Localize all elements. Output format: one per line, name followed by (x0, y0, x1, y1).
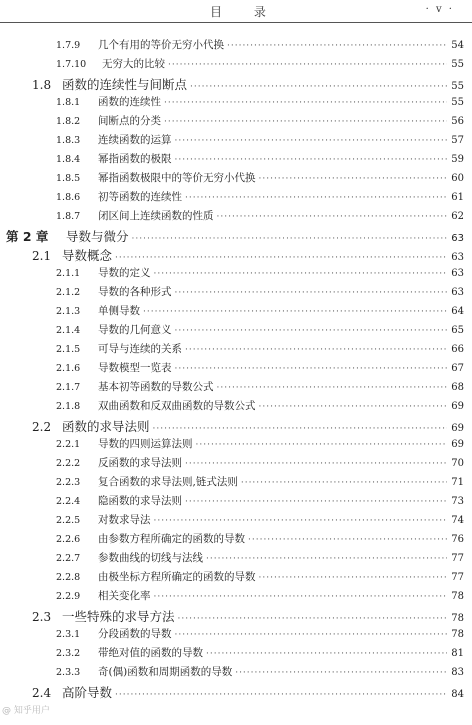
entry-title: 由参数方程所确定的函数的导数 (98, 533, 245, 545)
entry-number: 1.7.10 (56, 59, 87, 70)
entry-page-number: 55 (451, 97, 464, 108)
dot-leader (175, 288, 448, 298)
entry-number: 1.8.7 (56, 211, 81, 222)
toc-subsection-entry[interactable] (0, 588, 472, 603)
entry-title: 带绝对值的函数的导数 (98, 647, 203, 659)
entry-page-number: 61 (451, 192, 464, 203)
dot-leader (206, 554, 447, 564)
entry-title: 函数的连续性与间断点 (62, 77, 188, 92)
toc-subsection-entry[interactable] (0, 569, 472, 584)
toc-section-entry[interactable] (0, 683, 472, 701)
dot-leader (154, 516, 448, 526)
dot-leader (115, 253, 447, 263)
entry-number: 2.3.1 (56, 629, 81, 640)
dot-leader (168, 60, 447, 70)
toc-section-entry[interactable] (0, 417, 472, 435)
page-folio: · v · (425, 4, 454, 15)
entry-number: 2.2.2 (56, 458, 81, 469)
dot-leader (164, 98, 447, 108)
toc-chapter-entry[interactable] (0, 227, 472, 245)
entry-title: 奇(偶)函数和周期函数的导数 (98, 666, 233, 678)
dot-leader (206, 649, 447, 659)
dot-leader (217, 383, 448, 393)
entry-number: 2.2.4 (56, 496, 81, 507)
entry-page-number: 63 (451, 287, 464, 298)
entry-title: 参数曲线的切线与法线 (98, 552, 203, 564)
toc-subsection-entry[interactable] (0, 265, 472, 280)
toc-subsection-entry[interactable] (0, 512, 472, 527)
entry-page-number: 63 (451, 233, 464, 244)
entry-number: 2.2 (32, 420, 52, 434)
entry-number: 1.8.1 (56, 97, 81, 108)
entry-page-number: 55 (451, 59, 464, 70)
entry-page-number: 65 (451, 325, 464, 336)
dot-leader (175, 155, 448, 165)
dot-leader (227, 41, 447, 51)
dot-leader (175, 364, 448, 374)
dot-leader (175, 630, 448, 640)
entry-title: 一些特殊的求导方法 (62, 609, 175, 624)
dot-leader (115, 690, 447, 700)
toc-subsection-entry[interactable] (0, 341, 472, 356)
entry-title: 闭区间上连续函数的性质 (98, 210, 214, 222)
entry-title: 基本初等函数的导数公式 (98, 381, 214, 393)
entry-title: 间断点的分类 (98, 115, 161, 127)
dot-leader (217, 212, 448, 222)
entry-page-number: 84 (451, 689, 464, 700)
entry-title: 几个有用的等价无穷小代换 (98, 39, 224, 51)
toc-subsection-entry[interactable] (0, 189, 472, 204)
toc-subsection-entry[interactable] (0, 322, 472, 337)
entry-number: 2.1.3 (56, 306, 81, 317)
entry-page-number: 60 (451, 173, 464, 184)
entry-page-number: 76 (451, 534, 464, 545)
entry-page-number: 63 (451, 252, 464, 263)
entry-page-number: 73 (451, 496, 464, 507)
entry-title: 相关变化率 (98, 590, 151, 602)
running-header (0, 0, 472, 24)
entry-title: 函数的求导法则 (62, 419, 150, 434)
entry-page-number: 59 (451, 154, 464, 165)
entry-page-number: 70 (451, 458, 464, 469)
entry-number: 1.8 (32, 78, 52, 92)
toc-subsection-entry[interactable] (0, 474, 472, 489)
toc-subsection-entry[interactable] (0, 284, 472, 299)
dot-leader (154, 269, 448, 279)
entry-page-number: 77 (451, 572, 464, 583)
entry-number: 2.4 (32, 686, 52, 700)
entry-number: 2.2.7 (56, 553, 81, 564)
entry-title: 双曲函数和反双曲函数的导数公式 (98, 400, 256, 412)
entry-number: 1.8.6 (56, 192, 81, 203)
toc-subsection-entry[interactable] (0, 94, 472, 109)
toc-subsection-entry[interactable] (0, 132, 472, 147)
entry-number: 2.2.6 (56, 534, 81, 545)
entry-title: 导数的定义 (98, 267, 151, 279)
entry-page-number: 71 (451, 477, 464, 488)
entry-number: 2.1.5 (56, 344, 81, 355)
entry-title: 高阶导数 (62, 685, 113, 700)
dot-leader (185, 193, 447, 203)
dot-leader (154, 592, 448, 602)
toc-subsection-entry[interactable] (0, 56, 472, 71)
entry-page-number: 69 (451, 439, 464, 450)
entry-page-number: 83 (451, 667, 464, 678)
entry-number: 2.2.1 (56, 439, 81, 450)
entry-page-number: 66 (451, 344, 464, 355)
entry-number: 2.1.2 (56, 287, 81, 298)
entry-title: 导数与微分 (66, 229, 129, 244)
entry-number: 2.3 (32, 610, 52, 624)
dot-leader (259, 402, 448, 412)
dot-leader (143, 307, 447, 317)
dot-leader (178, 614, 447, 624)
entry-page-number: 62 (451, 211, 464, 222)
entry-title: 初等函数的连续性 (98, 191, 182, 203)
dot-leader (190, 82, 447, 92)
dot-leader (185, 459, 447, 469)
toc-subsection-entry[interactable] (0, 436, 472, 451)
toc-subsection-entry[interactable] (0, 170, 472, 185)
toc-subsection-entry[interactable] (0, 379, 472, 394)
dot-leader (259, 174, 448, 184)
toc-subsection-entry[interactable] (0, 531, 472, 546)
entry-title: 对数求导法 (98, 514, 151, 526)
entry-number: 1.8.5 (56, 173, 81, 184)
entry-title: 导数的四则运算法则 (98, 438, 193, 450)
toc-subsection-entry[interactable] (0, 303, 472, 318)
dot-leader (153, 424, 447, 434)
entry-title: 隐函数的求导法则 (98, 495, 182, 507)
entry-title: 分段函数的导数 (98, 628, 172, 640)
entry-page-number: 57 (451, 135, 464, 146)
toc-section-entry[interactable] (0, 246, 472, 264)
toc-subsection-entry[interactable] (0, 360, 472, 375)
entry-page-number: 78 (451, 629, 464, 640)
toc-subsection-entry[interactable] (0, 37, 472, 52)
entry-number: 2.2.3 (56, 477, 81, 488)
entry-number: 2.1.7 (56, 382, 81, 393)
entry-number: 2.2.8 (56, 572, 81, 583)
watermark: @ 知乎用户 (2, 706, 50, 716)
entry-title: 幂指函数的极限 (98, 153, 172, 165)
toc-subsection-entry[interactable] (0, 208, 472, 223)
entry-number: 2.1 (32, 249, 52, 263)
entry-number: 2.1.4 (56, 325, 81, 336)
header-title: 目 录 (210, 5, 280, 19)
toc-subsection-entry[interactable] (0, 664, 472, 679)
entry-number: 1.8.4 (56, 154, 81, 165)
entry-number: 2.1.6 (56, 363, 81, 374)
toc-section-entry[interactable] (0, 607, 472, 625)
dot-leader (241, 478, 447, 488)
entry-title: 导数的各种形式 (98, 286, 172, 298)
dot-leader (235, 668, 447, 678)
dot-leader (164, 117, 447, 127)
entry-number: 2.3.3 (56, 667, 81, 678)
dot-leader (259, 573, 448, 583)
entry-number: 2.2.9 (56, 591, 81, 602)
toc-subsection-entry[interactable] (0, 493, 472, 508)
entry-title: 复合函数的求导法则,链式法则 (98, 476, 238, 488)
entry-page-number: 54 (451, 40, 464, 51)
entry-number: 2.3.2 (56, 648, 81, 659)
entry-page-number: 77 (451, 553, 464, 564)
entry-title: 可导与连续的关系 (98, 343, 182, 355)
entry-number: 2.2.5 (56, 515, 81, 526)
entry-number: 1.7.9 (56, 40, 81, 51)
entry-title: 导数概念 (62, 248, 113, 263)
entry-title: 导数模型一览表 (98, 362, 172, 374)
entry-number: 2.1.1 (56, 268, 81, 279)
entry-number: 1.8.3 (56, 135, 81, 146)
toc-subsection-entry[interactable] (0, 455, 472, 470)
entry-title: 连续函数的运算 (98, 134, 172, 146)
dot-leader (175, 136, 448, 146)
entry-page-number: 55 (451, 81, 464, 92)
toc-subsection-entry[interactable] (0, 113, 472, 128)
dot-leader (248, 535, 447, 545)
entry-number: 1.8.2 (56, 116, 81, 127)
toc-subsection-entry[interactable] (0, 550, 472, 565)
entry-page-number: 56 (451, 116, 464, 127)
entry-page-number: 81 (451, 648, 464, 659)
toc-subsection-entry[interactable] (0, 626, 472, 641)
dot-leader (185, 497, 447, 507)
toc-section-entry[interactable] (0, 75, 472, 93)
entry-title: 单侧导数 (98, 305, 140, 317)
entry-page-number: 69 (451, 423, 464, 434)
entry-page-number: 63 (451, 268, 464, 279)
entry-title: 无穷大的比较 (102, 58, 165, 70)
entry-page-number: 74 (451, 515, 464, 526)
dot-leader (185, 345, 447, 355)
toc-subsection-entry[interactable] (0, 645, 472, 660)
entry-title: 幂指函数极限中的等价无穷小代换 (98, 172, 256, 184)
entry-page-number: 78 (451, 613, 464, 624)
entry-page-number: 78 (451, 591, 464, 602)
entry-page-number: 64 (451, 306, 464, 317)
entry-number: 第 2 章 (6, 229, 49, 244)
entry-page-number: 67 (451, 363, 464, 374)
entry-page-number: 69 (451, 401, 464, 412)
header-rule (0, 22, 472, 23)
toc-subsection-entry[interactable] (0, 151, 472, 166)
dot-leader (132, 234, 447, 244)
entry-title: 反函数的求导法则 (98, 457, 182, 469)
entry-title: 由极坐标方程所确定的函数的导数 (98, 571, 256, 583)
entry-title: 导数的几何意义 (98, 324, 172, 336)
entry-title: 函数的连续性 (98, 96, 161, 108)
dot-leader (196, 440, 448, 450)
entry-number: 2.1.8 (56, 401, 81, 412)
toc-subsection-entry[interactable] (0, 398, 472, 413)
dot-leader (175, 326, 448, 336)
entry-page-number: 68 (451, 382, 464, 393)
